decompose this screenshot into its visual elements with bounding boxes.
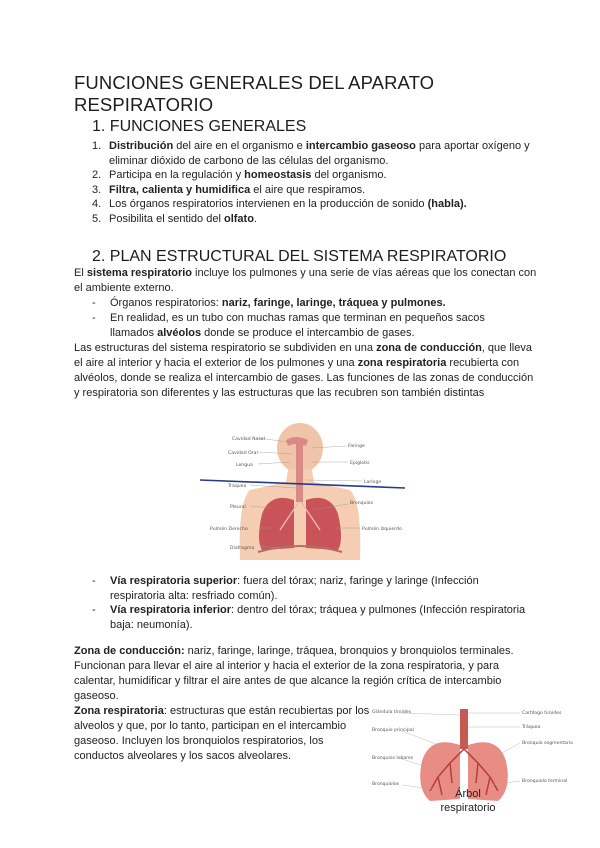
label-cavidad-oral: Cavidad Oral — [228, 451, 258, 456]
document-page: FUNCIONES GENERALES DEL APARATO RESPIRATORIO 1. FUNCIONES GENERALES 1. Distribución del aire en el organismo e intercambio gaseoso para aportar oxígeno y eliminar dióxido de carbono de las células del organismo. 2. Participa en la regulación y homeostasis del organismo. 3. Filtra, calienta y humidifica el aire que respiramos. 4. Los órganos respiratorios intervienen en la producción de sonido (habla). 5. Posibilita el sentido del olfato. 2. PLAN ESTRUCTURAL DEL SISTEMA RESPIRATORIO El sistema respiratorio incluye los pulmones y una serie de vías aéreas que los conectan con el ambiente externo. - Órganos respiratorios: nariz, faringe, laringe, tráquea y pulmones. - En realidad, es un tubo con muchas ramas que terminan en pequeños sacos llamados alvéolos donde se produce el intercambio de gases. Las estructuras del sistema respiratorio se subdividen en una zona de conducción, que lleva el aire al interior y hacia el exterior de los pulmones y una zona respiratoria recubierta con alvéolos, donde se realiza el intercambio de gases. Las funciones de las zonas de conducción y respiratoria son diferentes y las estructuras que las recubren son también distintas Cavidad Nasal Cavidad Oral Lengua Tráquea Pleural Pulmón Derecho Diafragma Faringe Epíglotis Laringe Bronquios Pulmón Izquierdo - Vía respiratoria superior: fuera del tórax; nariz, faringe y laringe (Infección respiratoria alta: resfriado común). - Vía respiratoria inferior: dentro del tórax; tráquea y pulmones (Infección respiratoria baja: neumonía). Zona de conducción: nariz, faringe, laringe, tráquea, bronquios y bronquiolos terminales. Funcionan para llevar el aire al interior y hacia el exterior de la zona respiratoria, y para calentar, humidificar y filtrar el aire antes de que alcance la región crítica de intercambio gaseoso. Zona respiratoria: estructuras que están recubiertas por los alveolos y que, por lo tanto, participan en el intercambio gaseoso. Incluyen los bronquiolos respiratorios, los conductos alveolares y los sacos alveolares. Glándula tiroides Bronquio principal Bronquios lobares Bronquiolos Cartílago tiroides Tráquea Bronquio segmentario Bronquiolo terminal Árbol respiratorio — [0, 0, 600, 848]
intro-paragraph: El sistema respiratorio incluye los pulmones y una serie de vías aéreas que los conectan con el ambiente externo. — [74, 267, 537, 294]
section1-heading: 1. FUNCIONES GENERALES — [92, 118, 307, 135]
respiratory-zone-paragraph: Zona respiratoria: estructuras que están recubiertas por los alveolos y que, por lo tanto, participan en el intercambio gaseoso. Incluyen los bronquiolos respiratorios, los conductos alveolares y los sacos alveolares. — [74, 705, 370, 762]
list-item: 2. Participa en la regulación y homeostasis del organismo. — [92, 169, 387, 181]
label-bronquios-lobares: Bronquios lobares — [372, 756, 414, 761]
label-glandula-tiroides: Glándula tiroides — [372, 710, 412, 715]
label-traquea: Tráquea — [522, 725, 541, 730]
label-pleural: Pleural — [230, 505, 246, 510]
label-lengua: Lengua — [236, 463, 253, 468]
label-laringe: Laringe — [364, 480, 382, 485]
trachea-shape — [296, 444, 303, 502]
label-pulmon-derecho: Pulmón Derecho — [210, 527, 248, 532]
list-item: 4. Los órganos respiratorios intervienen en la producción de sonido (habla). — [92, 198, 467, 210]
list-item: 1. Distribución del aire en el organismo e intercambio gaseoso para aportar oxígeno y eliminar dióxido de carbono de las células del organismo. — [92, 140, 530, 167]
label-epiglotis: Epíglotis — [350, 461, 370, 466]
figure2-caption: Árbol respiratorio — [440, 788, 496, 814]
label-bronquiolos: Bronquiolos — [372, 782, 400, 787]
label-diafragma: Diafragma — [230, 546, 255, 551]
respiratory-system-figure — [200, 422, 405, 560]
label-bronquio-segmentario: Bronquio segmentario — [522, 741, 573, 746]
label-cartilago-tiroides: Cartílago tiroides — [522, 711, 562, 716]
label-bronquio-principal: Bronquio principal — [372, 728, 414, 733]
conduction-zone-paragraph: Funcionan para llevar el aire al interior y hacia el exterior de la zona respiratoria, y para calentar, humidificar y filtrar el aire antes de que alcance la región crítica de intercambio gaseoso. — [74, 660, 502, 702]
label-faringe: Faringe — [348, 444, 365, 449]
section2-heading: 2. PLAN ESTRUCTURAL DEL SISTEMA RESPIRATORIO — [92, 248, 507, 265]
trachea-shape — [460, 709, 468, 749]
functions-list — [92, 139, 532, 226]
label-cavidad-nasal: Cavidad Nasal — [232, 437, 265, 442]
conduction-zone-line: Zona de conducción: nariz, faringe, laringe, tráquea, bronquios y bronquiolos terminales. — [74, 645, 514, 657]
label-pulmon-izquierdo: Pulmón Izquierdo — [362, 527, 402, 532]
label-bronquiolo-terminal: Bronquiolo terminal — [522, 779, 568, 784]
label-bronquios: Bronquios — [350, 501, 373, 506]
document-title: FUNCIONES GENERALES DEL APARATO RESPIRATORIO — [74, 72, 435, 115]
list-item: 5. Posibilita el sentido del olfato. — [92, 212, 257, 225]
list-item: 3. Filtra, calienta y humidifica el aire que respiramos. — [92, 183, 366, 196]
label-traquea: Tráquea — [228, 484, 247, 489]
structures-paragraph: Las estructuras del sistema respiratorio se subdividen en una zona de conducción, que lleva el aire al interior y hacia el exterior de los pulmones y una zona respiratoria recubierta con alvéolos, donde se realiza el intercambio de gases. Las funciones de las zonas de conducción y respiratoria son diferentes y las estructuras que las recubren son también distintas — [74, 342, 534, 399]
